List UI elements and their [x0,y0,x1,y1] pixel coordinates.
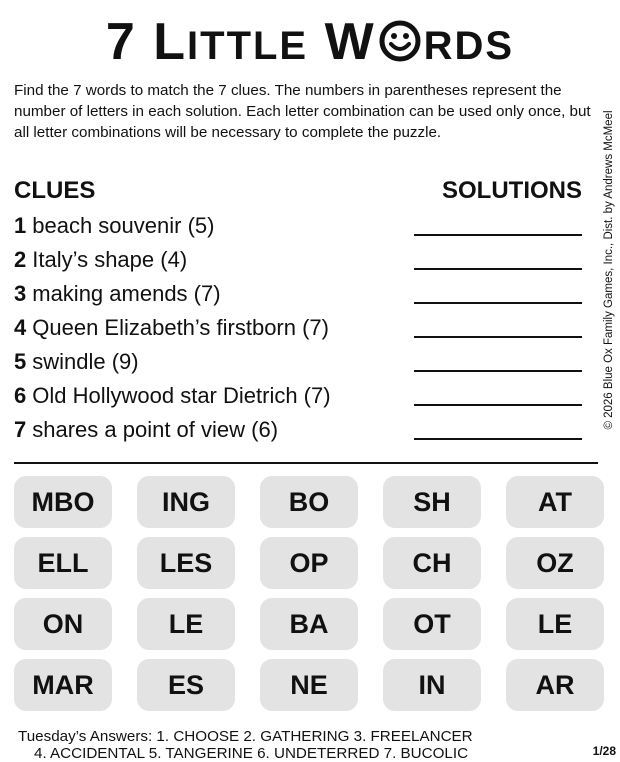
letter-tile[interactable]: AR [506,659,604,711]
solution-line-1[interactable] [414,234,582,236]
letter-tile[interactable]: ELL [14,537,112,589]
title-number: 7 [105,13,137,71]
letter-tile[interactable]: LE [137,598,235,650]
clue-2: 2 Italy’s shape (4) [14,247,188,272]
divider [14,462,598,464]
letter-tile[interactable]: OT [383,598,481,650]
solution-line-5[interactable] [414,370,582,372]
solution-line-4[interactable] [414,336,582,338]
clue-1: 1 beach souvenir (5) [14,213,215,238]
solutions-header: SOLUTIONS [441,177,582,204]
solution-line-7[interactable] [414,438,582,440]
answers-line-2: 4. ACCIDENTAL 5. TANGERINE 6. UNDETERRED 7. BUCOLIC [34,745,469,762]
letter-tile[interactable]: ING [137,476,235,528]
letter-tile[interactable]: ES [137,659,235,711]
clue-3: 3 making amends (7) [14,281,221,306]
puzzle-title [0,14,620,74]
previous-answers [14,728,614,762]
title-word-words: W RDS [324,13,515,71]
letter-tile[interactable]: NE [260,659,358,711]
title-word-little: LITTLE [153,13,309,71]
letter-tile[interactable]: LES [137,537,235,589]
letter-tile[interactable]: BA [260,598,358,650]
puzzle-date: 1/28 [592,744,616,758]
clue-6: 6 Old Hollywood star Dietrich (7) [14,383,331,408]
letter-tile[interactable]: MBO [14,476,112,528]
solution-line-6[interactable] [414,404,582,406]
instructions: Find the 7 words to match the 7 clues. The numbers in parentheses represent the number of letters in each solution. Each letter combination can be used only once, but all letter combinations will be necessary to complete the puzzle. [14,82,591,141]
clues-header: CLUES [14,177,96,204]
copyright-credit: © 2026 Blue Ox Family Games, Inc., Dist. by Andrews McMeel [603,110,615,430]
clue-4: 4 Queen Elizabeth’s firstborn (7) [14,315,329,340]
solution-line-3[interactable] [414,302,582,304]
letter-tile[interactable]: AT [506,476,604,528]
smiley-face-icon [378,19,422,63]
letter-tile[interactable]: LE [506,598,604,650]
letter-tile[interactable]: BO [260,476,358,528]
letter-tile[interactable]: OP [260,537,358,589]
letter-tile[interactable]: CH [383,537,481,589]
letter-tile[interactable]: MAR [14,659,112,711]
letter-tile[interactable]: OZ [506,537,604,589]
solution-line-2[interactable] [414,268,582,270]
clue-5: 5 swindle (9) [14,349,139,374]
answers-line-1: Tuesday’s Answers: 1. CHOOSE 2. GATHERING 3. FREELANCER [18,728,473,745]
letter-tile-grid [14,476,604,711]
letter-tile[interactable]: SH [383,476,481,528]
letter-tile[interactable]: ON [14,598,112,650]
clue-7: 7 shares a point of view (6) [14,417,279,442]
letter-tile[interactable]: IN [383,659,481,711]
